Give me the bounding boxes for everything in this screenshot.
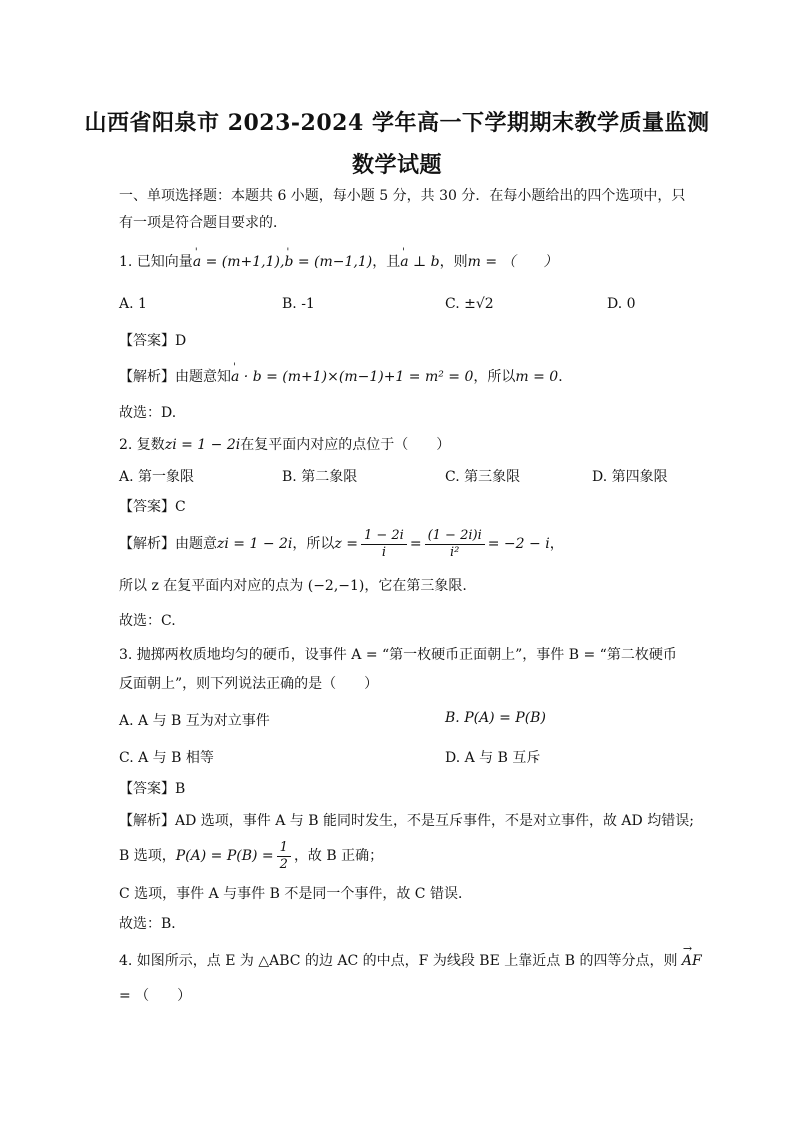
vector-a-def: ' a = (m+1,1),	[193, 251, 285, 273]
page-title: 山西省阳泉市 2023-2024 学年高一下学期期末教学质量监测	[84, 110, 710, 136]
q2-option-d: D. 第四象限	[592, 469, 668, 485]
q1-option-d: D. 0	[607, 296, 636, 312]
question-1-stem: 1. 已知向量' a = (m+1,1),' b = (m−1,1)，且' a ⊥ b，则m = （ ）	[119, 251, 679, 273]
page-subtitle: 数学试题	[351, 152, 442, 178]
q1-answer: 【答案】D	[119, 333, 187, 349]
q2-analysis: 【解析】由题意zi = 1 − 2i，所以z = $\frac{1 - 2i}{i}$ = $\frac{(1 - 2i)i}{\text{i²}}$ = −2 − i，	[119, 527, 564, 560]
q3-option-c: C. A 与 B 相等	[119, 750, 214, 766]
q3-analysis-line1: 【解析】AD 选项，事件 A 与 B 能同时发生，不是互斥事件，不是对立事件，故 AD 均错误;	[119, 813, 694, 829]
question-2-stem: 2. 复数zi = 1 − 2i在复平面内对应的点位于（ ）	[119, 437, 451, 453]
question-4-stem-line2: = （ ）	[119, 988, 192, 1004]
q3-answer: 【答案】B	[119, 781, 186, 797]
vector-af: → AF	[682, 950, 702, 972]
section-instructions-line2: 有一项是符合题目要求的．	[119, 215, 287, 231]
m-expr: m = （ ）	[467, 254, 558, 270]
q2-fraction-2: $\frac{(1 - 2i)i}{\text{i²}}$	[425, 528, 485, 561]
question-3-stem-line1: 3. 抛掷两枚质地均匀的硬币，设事件 A = “第一枚硬币正面朝上”，事件 B = “第二枚硬币	[119, 647, 677, 663]
q1-option-c: C. ±√2	[445, 296, 494, 312]
q3-option-a: A. A 与 B 互为对立事件	[119, 713, 270, 729]
q2-answer: 【答案】C	[119, 499, 186, 515]
q3-half-fraction: $\frac{1}{2}$	[277, 840, 291, 873]
q1-option-a: A. 1	[119, 296, 147, 312]
question-3-stem-line2: 反面朝上”，则下列说法正确的是（ ）	[119, 676, 379, 692]
perpendicular-expr: ' a ⊥ b	[400, 251, 439, 273]
q3-analysis-line2: B 选项，P(A) = P(B) = $\frac{1}{2}$ ，故 B 正确；	[119, 839, 384, 872]
q2-analysis-line2: 所以 z 在复平面内对应的点为 (−2,−1)，它在第三象限.	[119, 578, 467, 594]
q3-option-b: B. P(A) = P(B)	[445, 710, 546, 726]
q2-conclusion: 故选：C.	[119, 613, 176, 629]
vector-b-def: ' b = (m−1,1)	[284, 251, 372, 273]
q2-option-a: A. 第一象限	[119, 469, 195, 485]
q1-option-b: B. -1	[282, 296, 315, 312]
q1-conclusion: 故选：D.	[119, 405, 177, 421]
q2-fraction-1: $\frac{1 - 2i}{i}$	[361, 528, 407, 561]
section-instructions-line1: 一、单项选择题：本题共 6 小题，每小题 5 分，共 30 分．在每小题给出的四个选项中，只	[119, 188, 686, 204]
question-4-stem-line1: 4. 如图所示，点 E 为 △ABC 的边 AC 的中点，F 为线段 BE 上靠近点 B 的四等分点，则 → AF	[119, 950, 679, 972]
q3-analysis-line3: C 选项，事件 A 与事件 B 不是同一个事件，故 C 错误．	[119, 886, 472, 902]
q1-analysis: 【解析】由题意知' a · b = (m+1)×(m−1)+1 = m² = 0，所以m = 0．	[119, 366, 679, 388]
q3-conclusion: 故选：B．	[119, 916, 186, 932]
q3-option-d: D. A 与 B 互斥	[445, 750, 541, 766]
q2-option-c: C. 第三象限	[445, 469, 521, 485]
q2-option-b: B. 第二象限	[282, 469, 358, 485]
q1-dot-product-expr: ' a · b = (m+1)×(m−1)+1 = m² = 0	[231, 366, 473, 388]
